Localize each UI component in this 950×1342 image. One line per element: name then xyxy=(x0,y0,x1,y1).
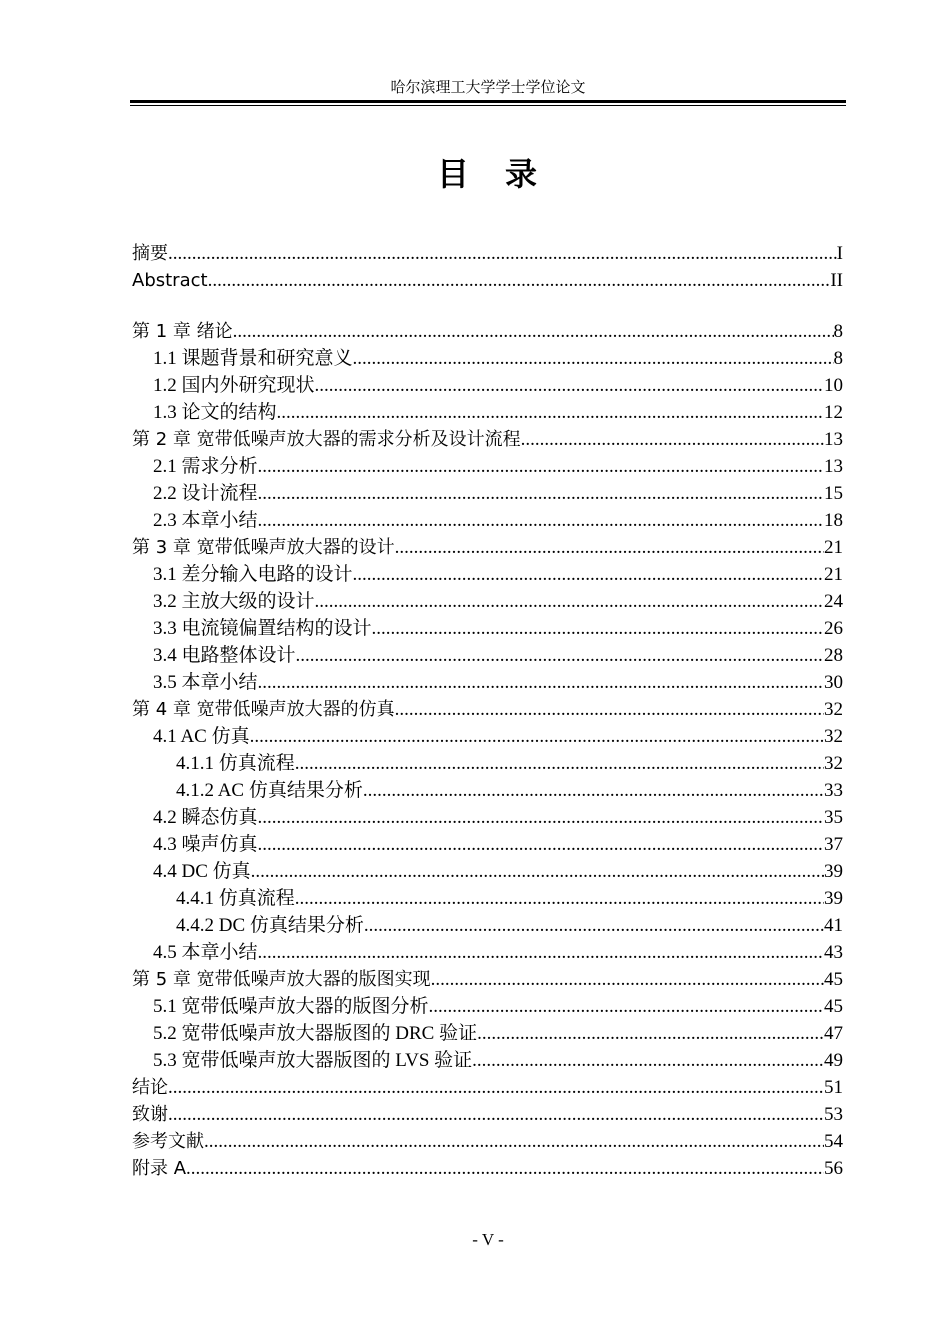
toc-dot-leader xyxy=(315,588,824,615)
toc-entry-title: 4.4.2 DC 仿真结果分析 xyxy=(176,915,364,936)
toc-dot-leader xyxy=(372,615,824,642)
toc-entry-page: 45 xyxy=(824,969,843,990)
toc-entry-title: 3.5 本章小结 xyxy=(153,672,258,693)
toc-entry-page: 13 xyxy=(824,456,843,477)
toc-dot-leader xyxy=(395,696,824,723)
toc-entry[interactable] xyxy=(132,939,843,966)
toc-dot-leader xyxy=(250,723,824,750)
toc-entry-page: 45 xyxy=(824,996,843,1017)
toc-entry[interactable] xyxy=(132,696,843,723)
toc-entry[interactable] xyxy=(132,669,843,696)
toc-entry-title: 结论 xyxy=(132,1077,168,1098)
toc-entry-page: 15 xyxy=(824,483,843,504)
toc-entry-title: 2.2 设计流程 xyxy=(153,483,258,504)
toc-entry-page: 32 xyxy=(824,699,843,720)
toc-entry[interactable] xyxy=(132,615,843,642)
toc-entry-page: 12 xyxy=(824,402,843,423)
toc-entry-title: 2.1 需求分析 xyxy=(153,456,258,477)
toc-entry-page: 53 xyxy=(824,1104,843,1125)
page-title: 目 录 xyxy=(436,155,539,193)
toc-dot-leader xyxy=(431,966,824,993)
toc-dot-leader xyxy=(477,1020,824,1047)
toc-dot-leader xyxy=(258,453,824,480)
toc-entry-title: 附录 A xyxy=(132,1158,187,1179)
toc-entry[interactable] xyxy=(132,480,843,507)
table-of-contents xyxy=(132,240,843,1182)
running-header: 哈尔滨理工大学学士学位论文 xyxy=(390,80,586,96)
toc-dot-leader xyxy=(521,426,824,453)
toc-dot-leader xyxy=(295,885,824,912)
toc-entry[interactable] xyxy=(132,885,843,912)
toc-entry-title: 4.1.2 AC 仿真结果分析 xyxy=(176,780,363,801)
toc-dot-leader xyxy=(363,777,824,804)
toc-entry[interactable] xyxy=(132,399,843,426)
toc-dot-leader xyxy=(395,534,824,561)
toc-entry-title: 3.2 主放大级的设计 xyxy=(153,591,315,612)
toc-entry-page: 8 xyxy=(833,321,843,342)
toc-entry-title: 5.1 宽带低噪声放大器的版图分析 xyxy=(153,996,429,1017)
toc-entry[interactable] xyxy=(132,1128,843,1155)
toc-entry-page: 54 xyxy=(824,1131,843,1152)
toc-dot-leader xyxy=(353,561,824,588)
toc-entry[interactable] xyxy=(132,1047,843,1074)
toc-entry[interactable] xyxy=(132,318,843,345)
toc-entry-title: 1.1 课题背景和研究意义 xyxy=(153,348,353,369)
toc-entry[interactable] xyxy=(132,642,843,669)
toc-dot-leader xyxy=(429,993,824,1020)
toc-entry-title: 第 3 章 宽带低噪声放大器的设计 xyxy=(132,537,395,558)
toc-dot-leader xyxy=(186,1155,824,1182)
toc-entry-page: 37 xyxy=(824,834,843,855)
toc-dot-leader xyxy=(168,1074,824,1101)
toc-entry[interactable] xyxy=(132,561,843,588)
toc-dot-leader xyxy=(295,750,824,777)
toc-entry-page: 43 xyxy=(824,942,843,963)
toc-entry-title: 5.3 宽带低噪声放大器版图的 LVS 验证 xyxy=(153,1050,473,1071)
toc-entry[interactable] xyxy=(132,1020,843,1047)
toc-entry-title: 4.1.1 仿真流程 xyxy=(176,753,295,774)
toc-entry-page: 24 xyxy=(824,591,843,612)
toc-entry[interactable] xyxy=(132,507,843,534)
toc-entry[interactable] xyxy=(132,966,843,993)
toc-dot-leader xyxy=(168,240,837,267)
toc-entry-page: 33 xyxy=(824,780,843,801)
toc-entry[interactable] xyxy=(132,588,843,615)
toc-entry-page: 18 xyxy=(824,510,843,531)
toc-dot-leader xyxy=(277,399,824,426)
toc-entry-page: 32 xyxy=(824,726,843,747)
toc-entry-title: 1.2 国内外研究现状 xyxy=(153,375,315,396)
toc-dot-leader xyxy=(258,831,824,858)
toc-entry-title: 2.3 本章小结 xyxy=(153,510,258,531)
toc-entry-page: 30 xyxy=(824,672,843,693)
toc-entry-page: 39 xyxy=(824,888,843,909)
toc-entry-title: 致谢 xyxy=(132,1104,168,1125)
toc-entry-page: 47 xyxy=(824,1023,843,1044)
toc-entry-title: 3.1 差分输入电路的设计 xyxy=(153,564,353,585)
toc-dot-leader xyxy=(353,345,834,372)
toc-entry[interactable] xyxy=(132,1101,843,1128)
toc-entry[interactable] xyxy=(132,912,843,939)
toc-entry-title: 第 5 章 宽带低噪声放大器的版图实现 xyxy=(132,969,431,990)
header-rule-thin xyxy=(130,105,846,106)
toc-dot-leader xyxy=(208,267,831,294)
toc-entry[interactable] xyxy=(132,993,843,1020)
toc-entry-page: 39 xyxy=(824,861,843,882)
toc-entry-page: 32 xyxy=(824,753,843,774)
toc-entry-page: 56 xyxy=(824,1158,843,1179)
toc-entry-title: 4.4.1 仿真流程 xyxy=(176,888,295,909)
toc-entry-page: II xyxy=(830,270,843,291)
toc-entry[interactable] xyxy=(132,267,843,294)
toc-entry[interactable] xyxy=(132,723,843,750)
toc-entry[interactable] xyxy=(132,804,843,831)
toc-entry-title: 1.3 论文的结构 xyxy=(153,402,277,423)
toc-entry-title: 3.4 电路整体设计 xyxy=(153,645,296,666)
toc-entry-page: 13 xyxy=(824,429,843,450)
toc-entry-title: Abstract xyxy=(132,270,208,291)
toc-entry-page: 28 xyxy=(824,645,843,666)
header-rule-thick xyxy=(130,100,846,103)
toc-dot-leader xyxy=(258,939,824,966)
toc-entry[interactable] xyxy=(132,372,843,399)
toc-dot-leader xyxy=(168,1101,824,1128)
toc-dot-leader xyxy=(251,858,824,885)
toc-entry-title: 参考文献 xyxy=(132,1131,204,1152)
toc-entry-page: 8 xyxy=(833,348,843,369)
toc-entry-title: 摘要 xyxy=(132,243,168,264)
toc-dot-leader xyxy=(296,642,824,669)
toc-entry-title: 第 1 章 绪论 xyxy=(132,321,233,342)
toc-entry-title: 4.2 瞬态仿真 xyxy=(153,807,258,828)
toc-entry[interactable] xyxy=(132,831,843,858)
page-number: - V - xyxy=(472,1230,504,1249)
toc-dot-leader xyxy=(258,669,824,696)
toc-entry-title: 第 2 章 宽带低噪声放大器的需求分析及设计流程 xyxy=(132,429,521,450)
toc-entry[interactable] xyxy=(132,345,843,372)
toc-dot-leader xyxy=(258,480,824,507)
toc-dot-leader xyxy=(258,804,824,831)
toc-entry-title: 5.2 宽带低噪声放大器版图的 DRC 验证 xyxy=(153,1023,478,1044)
toc-entry-page: 26 xyxy=(824,618,843,639)
toc-entry[interactable] xyxy=(132,858,843,885)
toc-entry-page: 21 xyxy=(824,537,843,558)
toc-entry-page: I xyxy=(836,243,843,264)
toc-dot-leader xyxy=(472,1047,824,1074)
toc-entry-title: 4.4 DC 仿真 xyxy=(153,861,251,882)
toc-entry[interactable] xyxy=(132,1074,843,1101)
toc-entry[interactable] xyxy=(132,777,843,804)
toc-entry-title: 4.1 AC 仿真 xyxy=(153,726,250,747)
toc-dot-leader xyxy=(258,507,824,534)
toc-entry-title: 4.5 本章小结 xyxy=(153,942,258,963)
toc-entry-page: 35 xyxy=(824,807,843,828)
toc-entry[interactable] xyxy=(132,240,843,267)
toc-entry[interactable] xyxy=(132,750,843,777)
toc-entry[interactable] xyxy=(132,453,843,480)
toc-dot-leader xyxy=(204,1128,824,1155)
toc-entry-page: 49 xyxy=(824,1050,843,1071)
toc-entry[interactable] xyxy=(132,534,843,561)
toc-dot-leader xyxy=(364,912,824,939)
toc-entry-page: 10 xyxy=(824,375,843,396)
toc-dot-leader xyxy=(315,372,824,399)
toc-entry-page: 21 xyxy=(824,564,843,585)
toc-entry[interactable] xyxy=(132,1155,843,1182)
toc-entry-title: 4.3 噪声仿真 xyxy=(153,834,258,855)
toc-entry-title: 3.3 电流镜偏置结构的设计 xyxy=(153,618,372,639)
toc-entry-page: 51 xyxy=(824,1077,843,1098)
toc-entry-title: 第 4 章 宽带低噪声放大器的仿真 xyxy=(132,699,395,720)
toc-entry-page: 41 xyxy=(824,915,843,936)
toc-dot-leader xyxy=(233,318,834,345)
toc-entry[interactable] xyxy=(132,426,843,453)
